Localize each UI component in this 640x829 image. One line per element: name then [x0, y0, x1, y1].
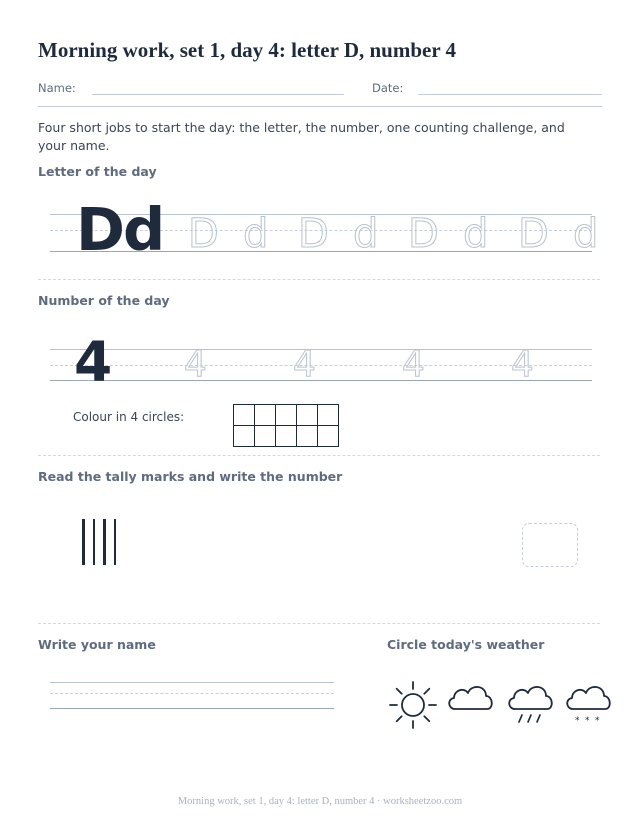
date-field[interactable] — [418, 94, 602, 95]
ten-frame-cell[interactable] — [234, 426, 255, 447]
trace-letter: d — [353, 211, 379, 257]
ten-frame[interactable] — [233, 404, 339, 447]
name-section-heading: Write your name — [38, 637, 156, 652]
date-label: Date: — [372, 81, 404, 95]
number-writing-lines[interactable] — [50, 330, 592, 394]
trace-letter: D — [518, 211, 549, 257]
tally-marks — [82, 519, 116, 565]
ten-frame-cell[interactable] — [318, 405, 339, 426]
cloud-icon[interactable] — [445, 680, 497, 714]
model-number: 4 — [74, 330, 113, 394]
ten-frame-cell[interactable] — [255, 405, 276, 426]
trace-letter: D — [298, 211, 329, 257]
number-section-heading: Number of the day — [38, 293, 170, 308]
ten-frame-cell[interactable] — [276, 405, 297, 426]
ten-frame-cell[interactable] — [234, 405, 255, 426]
mid-rule — [50, 693, 334, 694]
trace-number: 4 — [184, 344, 207, 385]
tally-mark — [114, 519, 117, 565]
section-divider — [38, 455, 600, 456]
weather-section-heading: Circle today's weather — [387, 637, 545, 652]
trace-letter: d — [573, 211, 599, 257]
tally-mark — [82, 519, 85, 565]
ten-frame-cell[interactable] — [297, 426, 318, 447]
letter-section-heading: Letter of the day — [38, 164, 157, 179]
top-rule — [50, 682, 334, 683]
svg-text:*: * — [575, 716, 580, 726]
colour-instruction: Colour in 4 circles: — [73, 410, 185, 424]
page-title: Morning work, set 1, day 4: letter D, number 4 — [38, 38, 457, 62]
name-label: Name: — [38, 81, 76, 95]
trace-letter: d — [243, 211, 269, 257]
svg-text:*: * — [585, 716, 590, 726]
ten-frame-cell[interactable] — [255, 426, 276, 447]
trace-letter: D — [188, 211, 219, 257]
trace-letter: d — [463, 211, 489, 257]
name-writing-lines[interactable] — [50, 680, 334, 712]
model-letter: Dd — [76, 195, 164, 264]
trace-number: 4 — [511, 344, 534, 385]
tally-mark — [103, 519, 106, 565]
section-divider — [38, 623, 600, 624]
ten-frame-cell[interactable] — [276, 426, 297, 447]
section-divider — [38, 279, 600, 280]
ten-frame-cell[interactable] — [297, 405, 318, 426]
base-rule — [50, 708, 334, 709]
rain-icon[interactable] — [505, 680, 557, 726]
ten-frame-cell[interactable] — [318, 426, 339, 447]
intro-text: Four short jobs to start the day: the letter, the number, one counting challenge, and your name. — [38, 120, 565, 153]
tally-mark — [93, 519, 96, 565]
snow-icon[interactable] — [563, 680, 615, 726]
page-footer: Morning work, set 1, day 4: letter D, number 4 · worksheetzoo.com — [177, 796, 463, 807]
name-field[interactable] — [92, 94, 344, 95]
header-divider — [38, 106, 602, 107]
svg-text:*: * — [595, 716, 600, 726]
trace-number: 4 — [293, 344, 316, 385]
sun-icon[interactable] — [388, 680, 438, 730]
trace-number: 4 — [402, 344, 425, 385]
trace-letter: D — [408, 211, 439, 257]
letter-writing-lines[interactable] — [50, 195, 599, 264]
tally-section-heading: Read the tally marks and write the number — [38, 469, 343, 484]
answer-box[interactable] — [522, 523, 578, 567]
